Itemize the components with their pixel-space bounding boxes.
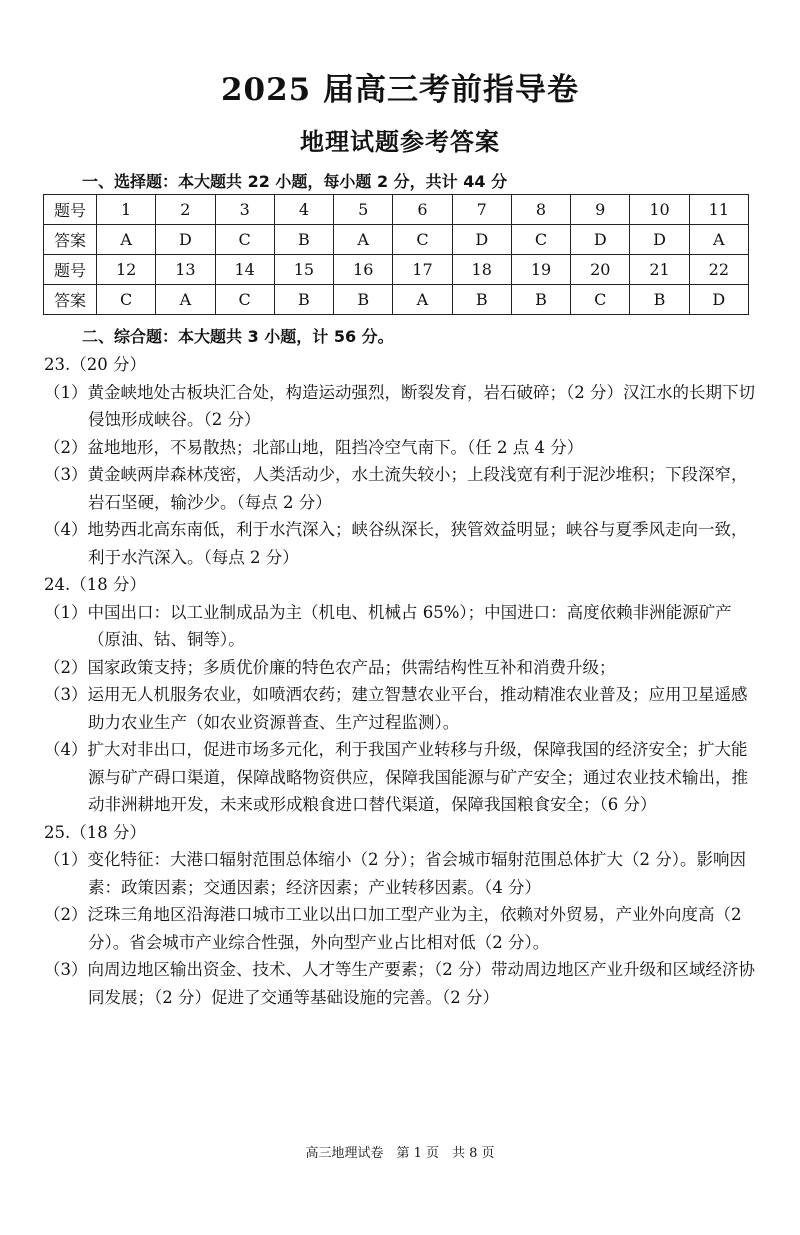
table-cell: B bbox=[334, 285, 393, 315]
section-1-heading: 一、选择题：本大题共 22 小题，每小题 2 分，共计 44 分 bbox=[82, 172, 508, 191]
table-cell: 7 bbox=[452, 195, 511, 225]
table-cell: 19 bbox=[511, 255, 570, 285]
answer-item: （2）泛珠三角地区沿海港口城市工业以出口加工型产业为主，依赖对外贸易，产业外向度高（2 分）。省会城市产业综合性强，外向型产业占比相对低（2 分）。 bbox=[44, 905, 742, 952]
table-cell: C bbox=[571, 285, 630, 315]
question-header: 25.（18 分） bbox=[44, 822, 146, 842]
answer-item: （1）中国出口：以工业制成品为主（机电、机械占 65%）；中国进口：高度依赖非洲能源矿产（原油、钴、铜等）。 bbox=[44, 602, 732, 649]
table-cell: A bbox=[393, 285, 452, 315]
table-cell: 8 bbox=[511, 195, 570, 225]
page-subtitle: 地理试题参考答案 bbox=[300, 127, 500, 156]
table-cell: C bbox=[215, 285, 274, 315]
table-row-label: 题号 bbox=[44, 195, 97, 225]
table-cell: 12 bbox=[97, 255, 156, 285]
table-cell: D bbox=[452, 225, 511, 255]
table-cell: 9 bbox=[571, 195, 630, 225]
table-cell: B bbox=[511, 285, 570, 315]
table-cell: 22 bbox=[689, 255, 748, 285]
table-cell: A bbox=[97, 225, 156, 255]
table-cell: B bbox=[630, 285, 689, 315]
table-cell: D bbox=[571, 225, 630, 255]
answer-item: （2）盆地地形，不易散热；北部山地，阻挡冷空气南下。（任 2 点 4 分） bbox=[44, 437, 584, 457]
table-cell: 6 bbox=[393, 195, 452, 225]
table-cell: 4 bbox=[274, 195, 333, 225]
table-cell: 10 bbox=[630, 195, 689, 225]
table-cell: A bbox=[334, 225, 393, 255]
answer-table bbox=[43, 194, 749, 315]
answer-item: （1）变化特征：大港口辐射范围总体缩小（2 分）；省会城市辐射范围总体扩大（2 分）。影响因素：政策因素；交通因素；经济因素；产业转移因素。（4 分） bbox=[44, 850, 746, 897]
table-cell: 21 bbox=[630, 255, 689, 285]
table-cell: 5 bbox=[334, 195, 393, 225]
table-cell: 11 bbox=[689, 195, 748, 225]
table-cell: D bbox=[689, 285, 748, 315]
table-cell: 17 bbox=[393, 255, 452, 285]
answer-item: （1）黄金峡地处古板块汇合处，构造运动强烈，断裂发育，岩石破碎；（2 分）汉江水的长期下切侵蚀形成峡谷。（2 分） bbox=[44, 382, 755, 429]
table-row-label: 答案 bbox=[44, 285, 97, 315]
table-cell: A bbox=[156, 285, 215, 315]
table-cell: C bbox=[97, 285, 156, 315]
question-header: 23.（20 分） bbox=[44, 355, 146, 374]
table-cell: 1 bbox=[97, 195, 156, 225]
page-title: 2025 届高三考前指导卷 bbox=[220, 72, 580, 108]
table-cell: 3 bbox=[215, 195, 274, 225]
answer-item: （3）黄金峡两岸森林茂密，人类活动少，水土流失较小；上段浅宽有利于泥沙堆积；下段深窄，岩石坚硬，输沙少。（每点 2 分） bbox=[44, 465, 748, 512]
table-cell: B bbox=[452, 285, 511, 315]
table-row-label: 答案 bbox=[44, 225, 97, 255]
section-2-heading: 二、综合题：本大题共 3 小题，计 56 分。 bbox=[82, 327, 394, 346]
table-row bbox=[44, 225, 749, 255]
table-row bbox=[44, 195, 749, 225]
table-cell: C bbox=[511, 225, 570, 255]
table-cell: 20 bbox=[571, 255, 630, 285]
table-cell: 13 bbox=[156, 255, 215, 285]
answer-item: （4）地势西北高东南低，利于水汽深入；峡谷纵深长，狭管效益明显；峡谷与夏季风走向一致，利于水汽深入。（每点 2 分） bbox=[44, 520, 748, 567]
answer-item: （3）运用无人机服务农业，如喷洒农药；建立智慧农业平台，推动精准农业普及；应用卫星遥感助力农业生产（如农业资源普查、生产过程监测）。 bbox=[44, 685, 748, 732]
table-cell: C bbox=[215, 225, 274, 255]
table-cell: C bbox=[393, 225, 452, 255]
table-cell: 14 bbox=[215, 255, 274, 285]
table-cell: 16 bbox=[334, 255, 393, 285]
table-cell: B bbox=[274, 225, 333, 255]
answer-item: （3）向周边地区输出资金、技术、人才等生产要素；（2 分）带动周边地区产业升级和区域经济协同发展；（2 分）促进了交通等基础设施的完善。（2 分） bbox=[44, 960, 755, 1007]
table-cell: D bbox=[156, 225, 215, 255]
table-row-label: 题号 bbox=[44, 255, 97, 285]
answer-item: （2）国家政策支持；多质优价廉的特色农产品；供需结构性互补和消费升级； bbox=[44, 657, 616, 677]
table-row bbox=[44, 255, 749, 285]
table-row bbox=[44, 285, 749, 315]
answer-item: （4）扩大对非出口，促进市场多元化，利于我国产业转移与升级，保障我国的经济安全；扩大能源与矿产碍口渠道，保障战略物资供应，保障我国能源与矿产安全；通过农业技术输出，推动非洲耕地开发，未来或形成粮食进口替代渠道，保障我国粮食安全；（6 分） bbox=[44, 740, 748, 814]
table-cell: B bbox=[274, 285, 333, 315]
table-cell: 15 bbox=[274, 255, 333, 285]
table-cell: A bbox=[689, 225, 748, 255]
table-cell: 18 bbox=[452, 255, 511, 285]
page-footer: 高三地理试卷 第 1 页 共 8 页 bbox=[305, 1146, 495, 1161]
table-cell: 2 bbox=[156, 195, 215, 225]
table-cell: D bbox=[630, 225, 689, 255]
answer-body bbox=[44, 351, 756, 1011]
question-header: 24.（18 分） bbox=[44, 575, 146, 594]
